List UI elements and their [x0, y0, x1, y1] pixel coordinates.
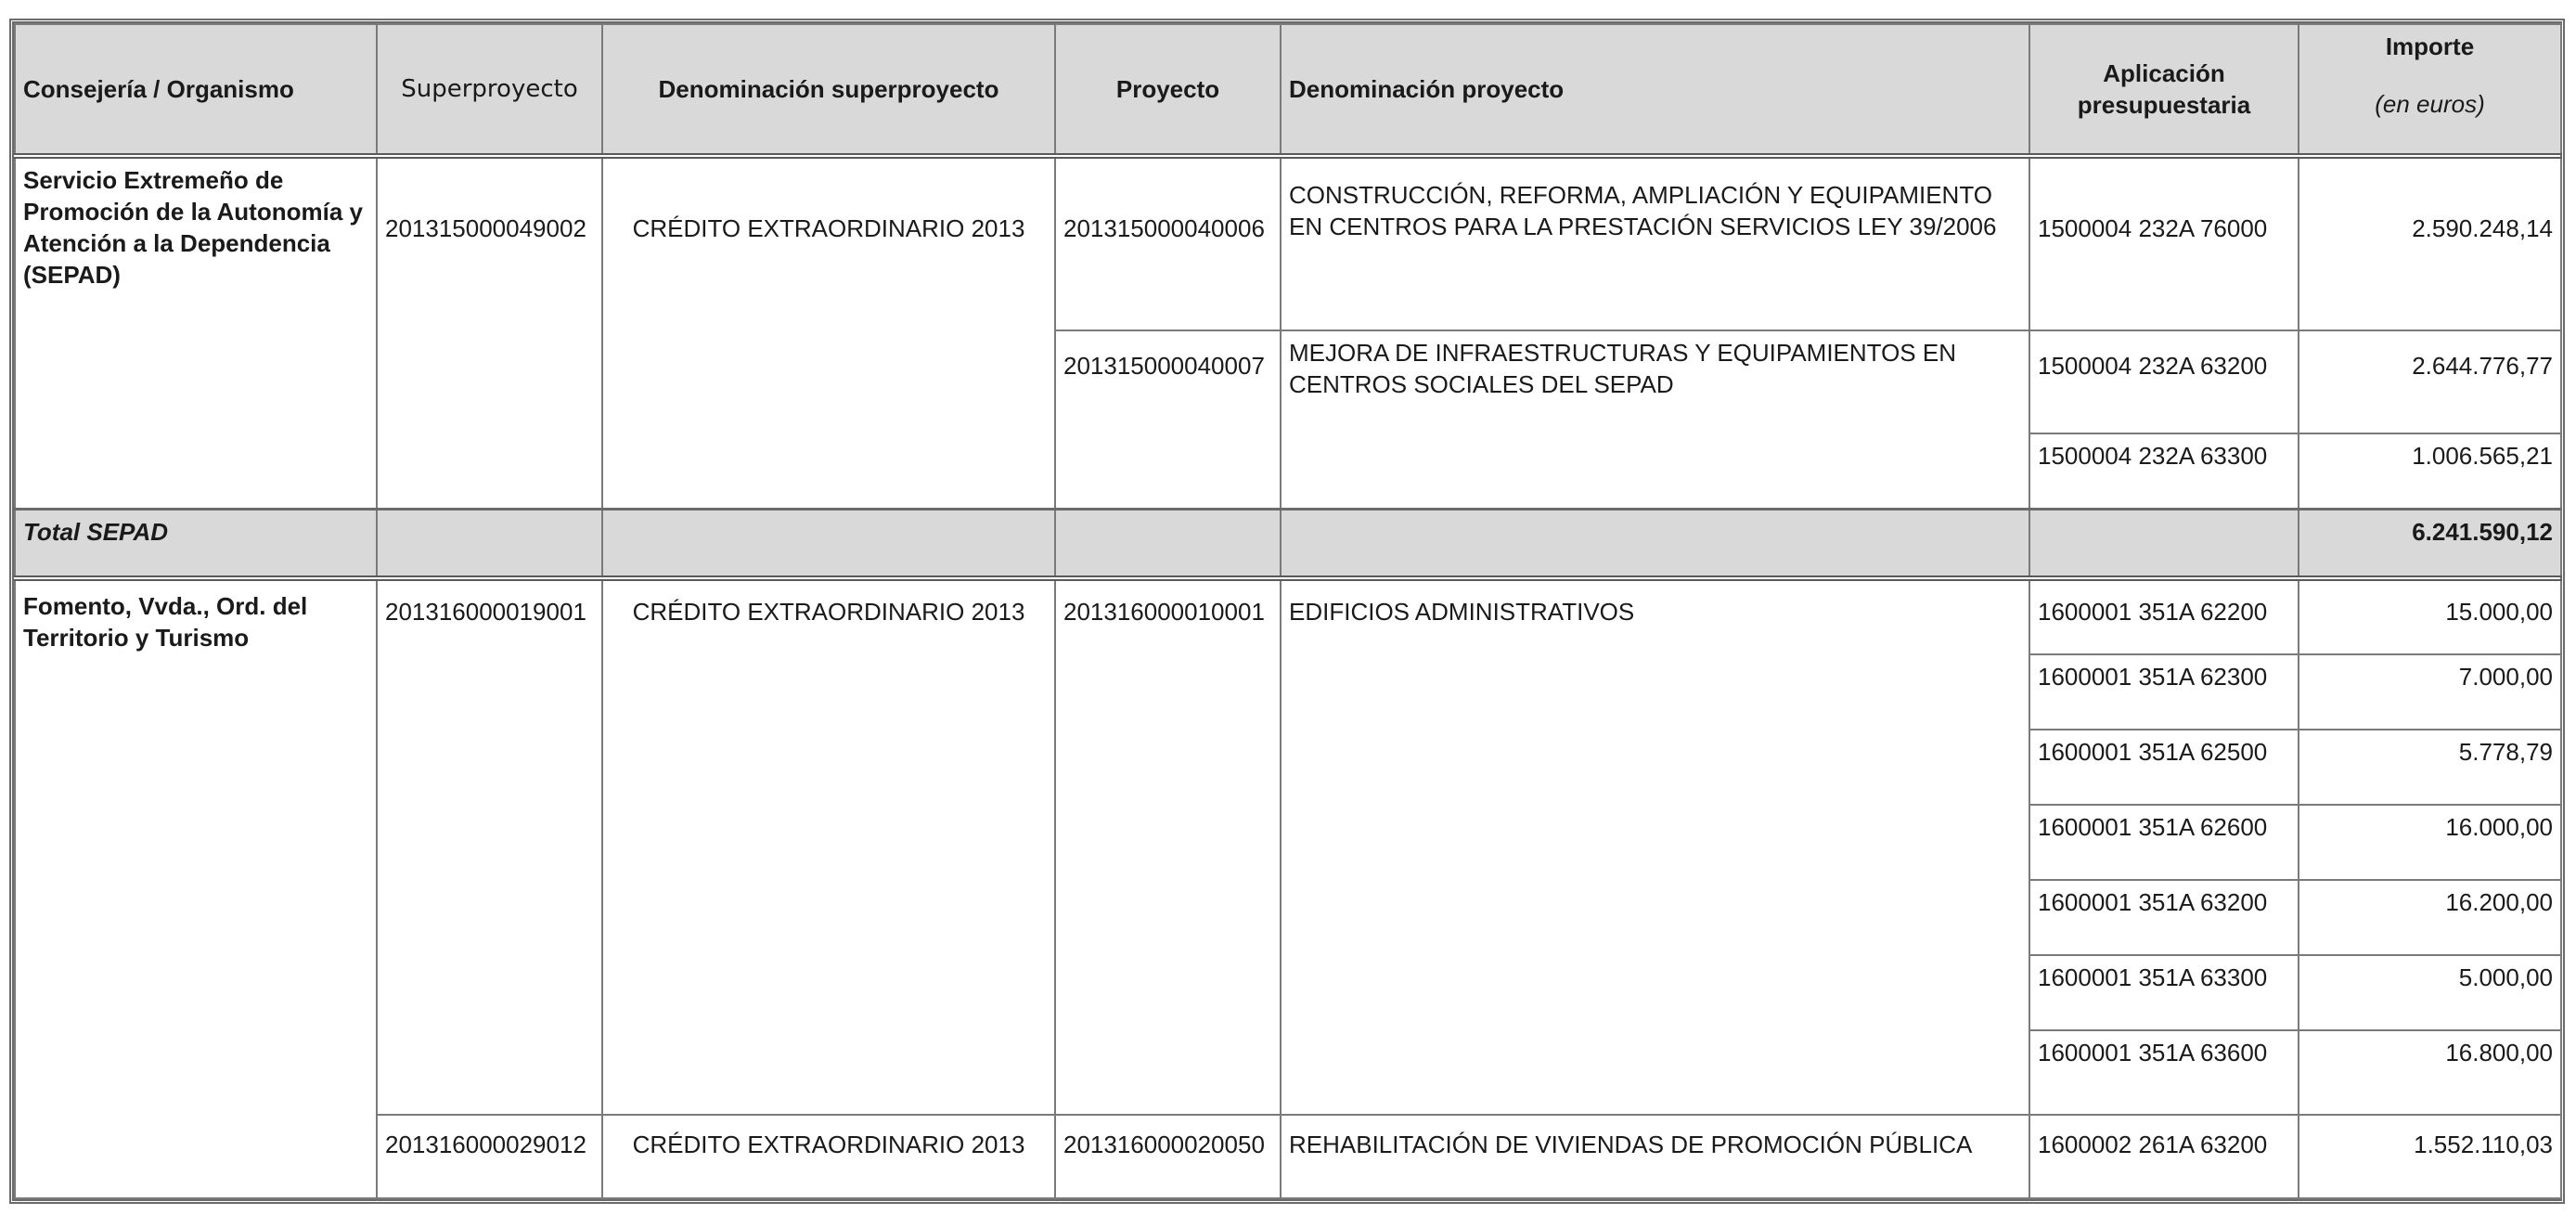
organismo-fomento: Fomento, Vvda., Ord. del Territorio y Turismo: [15, 578, 377, 1198]
superproyecto-sepad: 201315000049002: [377, 156, 602, 510]
superproyecto-fomento-2: 201316000029012: [377, 1115, 602, 1198]
proyecto-denominacion: EDIFICIOS ADMINISTRATIVOS: [1281, 578, 2029, 1115]
header-importe: [2299, 24, 2561, 156]
proyecto-denominacion: REHABILITACIÓN DE VIVIENDAS DE PROMOCIÓN PÚBLICA: [1281, 1115, 2029, 1198]
aplicacion-presupuestaria: 1500004 232A 63200: [2029, 330, 2299, 433]
aplicacion-presupuestaria: 1500004 232A 76000: [2029, 156, 2299, 330]
budget-table-frame: [9, 19, 2565, 1204]
denominacion-superproyecto-sepad: CRÉDITO EXTRAORDINARIO 2013: [602, 156, 1055, 510]
aplicacion-presupuestaria: 1600001 351A 63200: [2029, 880, 2299, 955]
total-empty: [602, 510, 1055, 578]
importe: 2.590.248,14: [2299, 156, 2561, 330]
header-importe-unit: (en euros): [2375, 90, 2485, 118]
proyecto-denominacion: CONSTRUCCIÓN, REFORMA, AMPLIACIÓN Y EQUIPAMIENTO EN CENTROS PARA LA PRESTACIÓN SERVICIOS LEY 39/2006: [1281, 156, 2029, 330]
importe: 16.000,00: [2299, 805, 2561, 880]
importe: 7.000,00: [2299, 654, 2561, 730]
total-importe: 6.241.590,12: [2299, 510, 2561, 578]
table-row: [15, 1115, 2561, 1198]
header-importe-label: Importe: [2385, 32, 2475, 60]
total-empty: [1281, 510, 2029, 578]
aplicacion-presupuestaria: 1500004 232A 63300: [2029, 433, 2299, 510]
header-denominacion-superproyecto: Denominación superproyecto: [602, 24, 1055, 156]
total-label: Total SEPAD: [15, 510, 377, 578]
superproyecto-fomento-1: 201316000019001: [377, 578, 602, 1115]
total-empty: [377, 510, 602, 578]
aplicacion-presupuestaria: 1600001 351A 63600: [2029, 1030, 2299, 1114]
total-empty: [2029, 510, 2299, 578]
aplicacion-presupuestaria: 1600001 351A 62500: [2029, 730, 2299, 805]
aplicacion-presupuestaria: 1600001 351A 62200: [2029, 578, 2299, 654]
importe: 5.778,79: [2299, 730, 2561, 805]
header-consejeria: Consejería / Organismo: [15, 24, 377, 156]
total-row-sepad: [15, 510, 2561, 578]
header-proyecto: Proyecto: [1055, 24, 1281, 156]
header-superproyecto: Superproyecto: [377, 24, 602, 156]
table-row: [15, 156, 2561, 330]
header-aplicacion: Aplicación presupuestaria: [2029, 24, 2299, 156]
organismo-sepad: Servicio Extremeño de Promoción de la Autonomía y Atención a la Dependencia (SEPAD): [15, 156, 377, 510]
aplicacion-presupuestaria: 1600001 351A 62300: [2029, 654, 2299, 730]
header-denominacion-proyecto: Denominación proyecto: [1281, 24, 2029, 156]
importe: 15.000,00: [2299, 578, 2561, 654]
importe: 1.552.110,03: [2299, 1115, 2561, 1198]
proyecto-code: 201315000040006: [1055, 156, 1281, 330]
importe: 16.800,00: [2299, 1030, 2561, 1114]
total-empty: [1055, 510, 1281, 578]
importe: 1.006.565,21: [2299, 433, 2561, 510]
proyecto-denominacion: MEJORA DE INFRAESTRUCTURAS Y EQUIPAMIENTOS EN CENTROS SOCIALES DEL SEPAD: [1281, 330, 2029, 510]
proyecto-code: 201316000020050: [1055, 1115, 1281, 1198]
importe: 16.200,00: [2299, 880, 2561, 955]
proyecto-code: 201316000010001: [1055, 578, 1281, 1115]
aplicacion-presupuestaria: 1600002 261A 63200: [2029, 1115, 2299, 1198]
proyecto-code: 201315000040007: [1055, 330, 1281, 510]
importe: 5.000,00: [2299, 955, 2561, 1030]
table-row: [15, 578, 2561, 654]
budget-table: [14, 23, 2562, 1199]
denominacion-superproyecto-fomento-1: CRÉDITO EXTRAORDINARIO 2013: [602, 578, 1055, 1115]
aplicacion-presupuestaria: 1600001 351A 62600: [2029, 805, 2299, 880]
denominacion-superproyecto-fomento-2: CRÉDITO EXTRAORDINARIO 2013: [602, 1115, 1055, 1198]
aplicacion-presupuestaria: 1600001 351A 63300: [2029, 955, 2299, 1030]
importe: 2.644.776,77: [2299, 330, 2561, 433]
